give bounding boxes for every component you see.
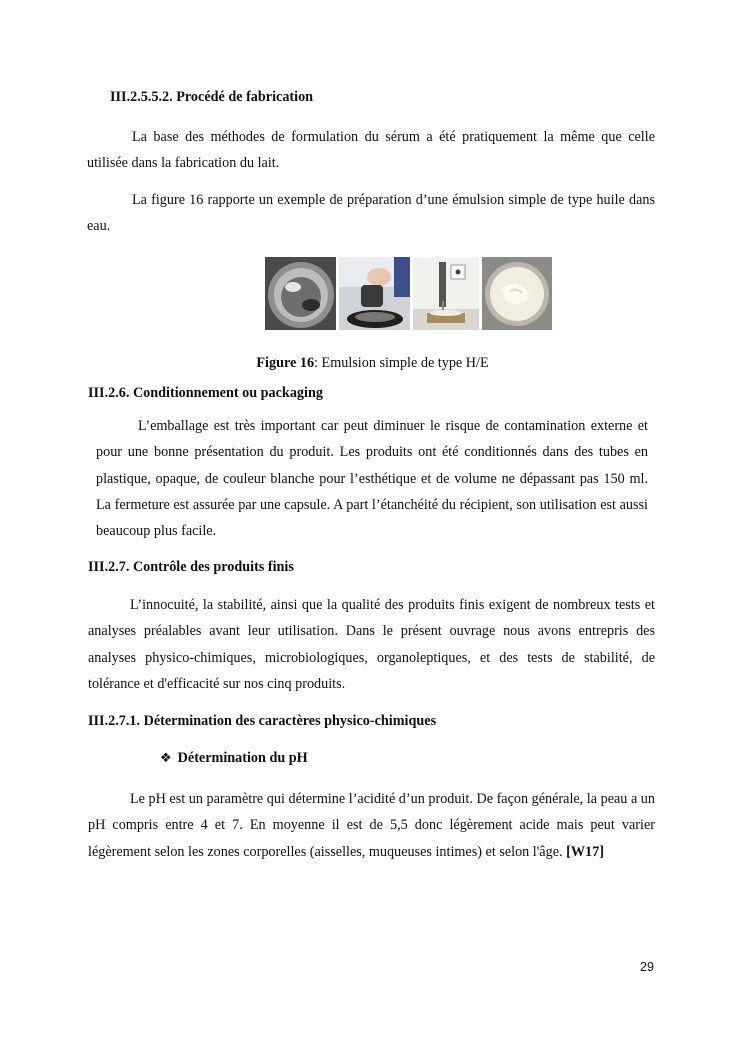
figure-caption <box>0 355 745 372</box>
paragraph-controle: L’innocuité, la stabilité, ainsi que la qualité des produits finis exigent de nombreux tests et analyses préalables avant leur utilisation. Dans le présent ouvrage nous avons entrepris des analyses physico-chimiques, microbiologiques, organoleptiques, et des tests de stabilité, de tolérance et d'efficacité sur nos cinq produits. <box>88 597 655 692</box>
heading-fabrication: III.2.5.5.2. Procédé de fabrication <box>110 89 314 105</box>
figure-caption-label: Figure 16 <box>256 355 315 371</box>
reference-w17: [W17] <box>566 843 604 860</box>
bullet-ph-label: Détermination du pH <box>177 750 308 766</box>
heading-controle: III.2.7. Contrôle des produits finis <box>88 559 294 575</box>
figure-photo-mixer <box>413 257 479 330</box>
figure-photo-bowl <box>265 257 336 330</box>
bullet-ph <box>160 750 308 767</box>
page-number: 29 <box>640 960 654 974</box>
figure-photo-emulsion <box>482 257 552 330</box>
paragraph-fabrication-1: La base des méthodes de formulation du sérum a été pratiquement la même que celle utilisée dans la fabrication du lait. <box>87 129 655 172</box>
figure-caption-text: : Emulsion simple de type H/E <box>314 355 489 371</box>
heading-physico-chimiques: III.2.7.1. Détermination des caractères physico-chimiques <box>88 713 437 729</box>
paragraph-ph-text: Le pH est un paramètre qui détermine l’acidité d’un produit. De façon générale, la peau a un pH compris entre 4 et 7. En moyenne il est de 5,5 donc légèrement acide mais peut varier légèrement selon les zones corporelles (aisselles, muqueuses intimes) et selon l'âge. <box>88 791 655 860</box>
paragraph-ph <box>88 786 655 865</box>
heading-conditionnement: III.2.6. Conditionnement ou packaging <box>88 385 323 401</box>
figure-photo-pouring <box>339 257 410 330</box>
diamond-bullet-icon: ❖ <box>160 751 172 766</box>
paragraph-fabrication-2: La figure 16 rapporte un exemple de préparation d’une émulsion simple de type huile dans eau. <box>87 192 655 235</box>
paragraph-conditionnement: L’emballage est très important car peut diminuer le risque de contamination externe et pour une bonne présentation du produit. Les produits ont été conditionnés dans des tubes en plastique, opaque, de couleur blanche pour l’esthétique et de volume ne dépassant pas 150 ml. La fermeture est assurée par une capsule. A part l’étanchéité du récipient, son utilisation est aussi beaucoup plus facile. <box>96 418 648 540</box>
